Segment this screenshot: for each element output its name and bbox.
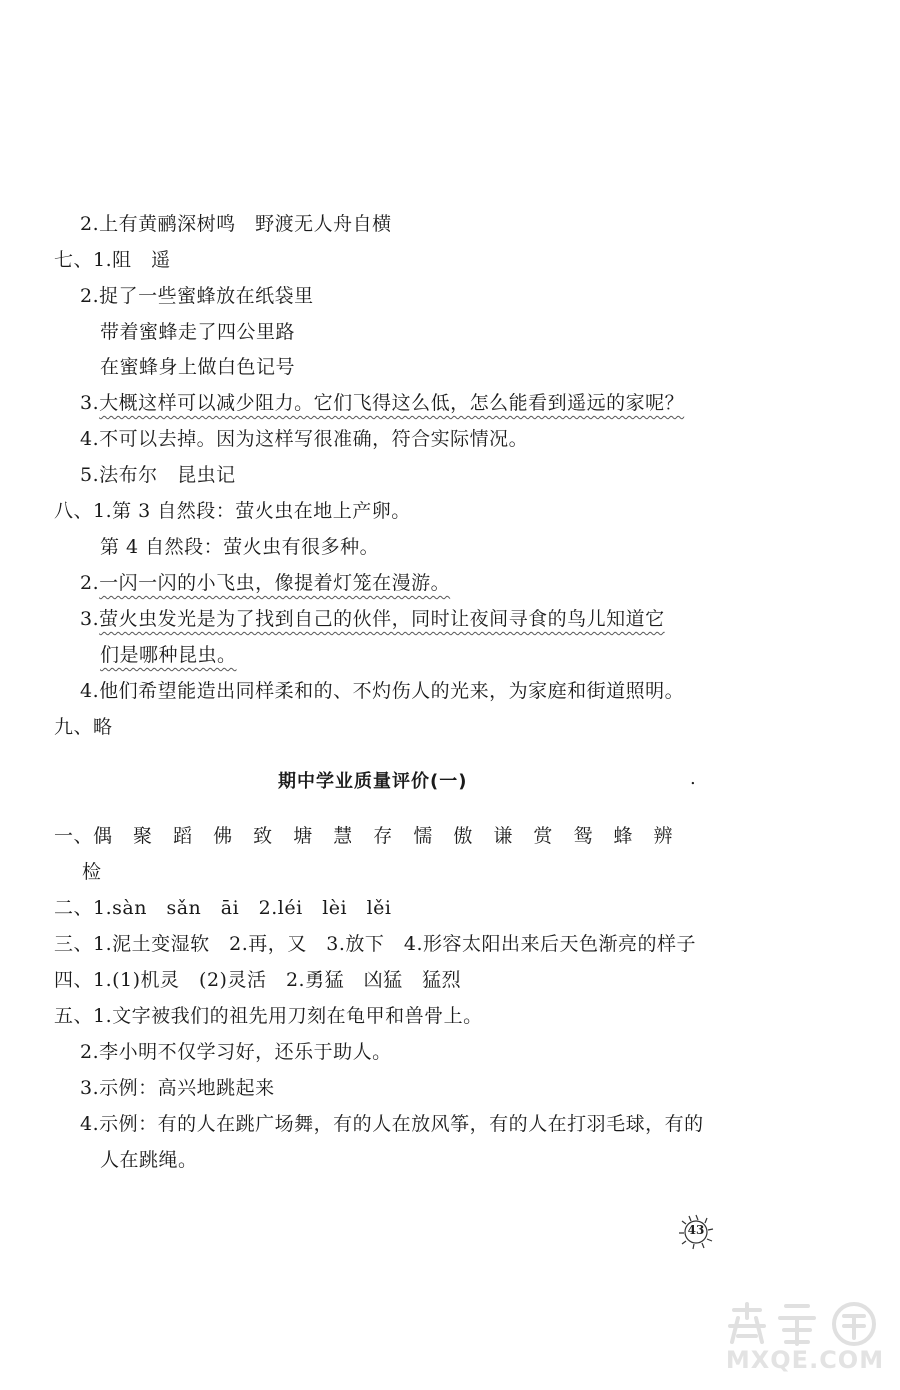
page-number-badge [676,1212,716,1252]
answer-number: 2. [80,572,100,594]
section-title: 期中学业质量评价(一) [278,771,468,792]
answer-line-8-3b [100,643,237,667]
answer-line-8-2 [80,571,450,595]
exam-answer-5-4a: 4.示例：有的人在跳广场舞，有的人在放风筝，有的人在打羽毛球，有的 [80,1113,704,1135]
exam-answer-4: 四、1.(1)机灵 (2)灵活 2.勇猛 凶猛 猛烈 [54,969,462,991]
exam-answer-1a: 一、偶 聚 蹈 佛 致 塘 慧 存 懦 傲 谦 赏 鸳 蜂 辨 [54,825,674,847]
exam-answer-1b: 检 [82,861,102,883]
watermark-logo-icon [720,1296,890,1352]
underlined-answer: 大概这样可以减少阻力。它们飞得这么低，怎么能看到遥远的家呢？ [99,392,685,414]
answer-line-9: 九、略 [54,716,113,738]
underlined-answer: 萤火虫发光是为了找到自己的伙伴，同时让夜间寻食的鸟儿知道它 [99,608,665,630]
exam-answer-2: 二、1.sàn sǎn āi 2.léi lèi lěi [54,897,392,919]
watermark-url: MXQE.COM [725,1346,885,1374]
exam-answer-5-1: 五、1.文字被我们的祖先用刀刻在龟甲和兽骨上。 [54,1005,483,1027]
answer-line-8-3a [80,607,665,631]
answer-line-8-1b: 第 4 自然段：萤火虫有很多种。 [100,536,380,558]
exam-answer-5-4b: 人在跳绳。 [100,1149,198,1171]
exam-answer-5-2: 2.李小明不仅学习好，还乐于助人。 [80,1041,392,1063]
page-number: 43 [687,1223,705,1237]
answer-line-8-4: 4.他们希望能造出同样柔和的、不灼伤人的光来，为家庭和街道照明。 [80,680,685,702]
answer-line-7-4: 4.不可以去掉。因为这样写很准确，符合实际情况。 [80,428,529,450]
exam-answer-5-3: 3.示例：高兴地跳起来 [80,1077,275,1099]
answer-line-7-5: 5.法布尔 昆虫记 [80,464,236,486]
stray-dot: . [690,768,696,789]
answer-line-7-2b: 带着蜜蜂走了四公里路 [100,321,296,343]
answer-number: 3. [80,392,100,414]
answer-line-7-2c: 在蜜蜂身上做白色记号 [100,356,296,378]
underlined-answer: 一闪一闪的小飞虫，像提着灯笼在漫游。 [99,572,451,594]
answer-line-7-3 [80,391,684,415]
answer-number: 3. [80,608,100,630]
exam-answer-3: 三、1.泥土变湿软 2.再，又 3.放下 4.形容太阳出来后天色渐亮的样子 [54,933,697,955]
underlined-answer: 们是哪种昆虫。 [100,644,237,666]
answer-line-7-2a: 2.捉了一些蜜蜂放在纸袋里 [80,285,314,307]
answer-line-8-1a: 八、1.第 3 自然段：萤火虫在地上产卵。 [54,500,411,522]
answer-line-7-1: 七、1.阻 遥 [54,249,171,271]
answer-line-6-2: 2.上有黄鹂深树鸣 野渡无人舟自横 [80,213,392,235]
site-watermark [720,1296,890,1382]
